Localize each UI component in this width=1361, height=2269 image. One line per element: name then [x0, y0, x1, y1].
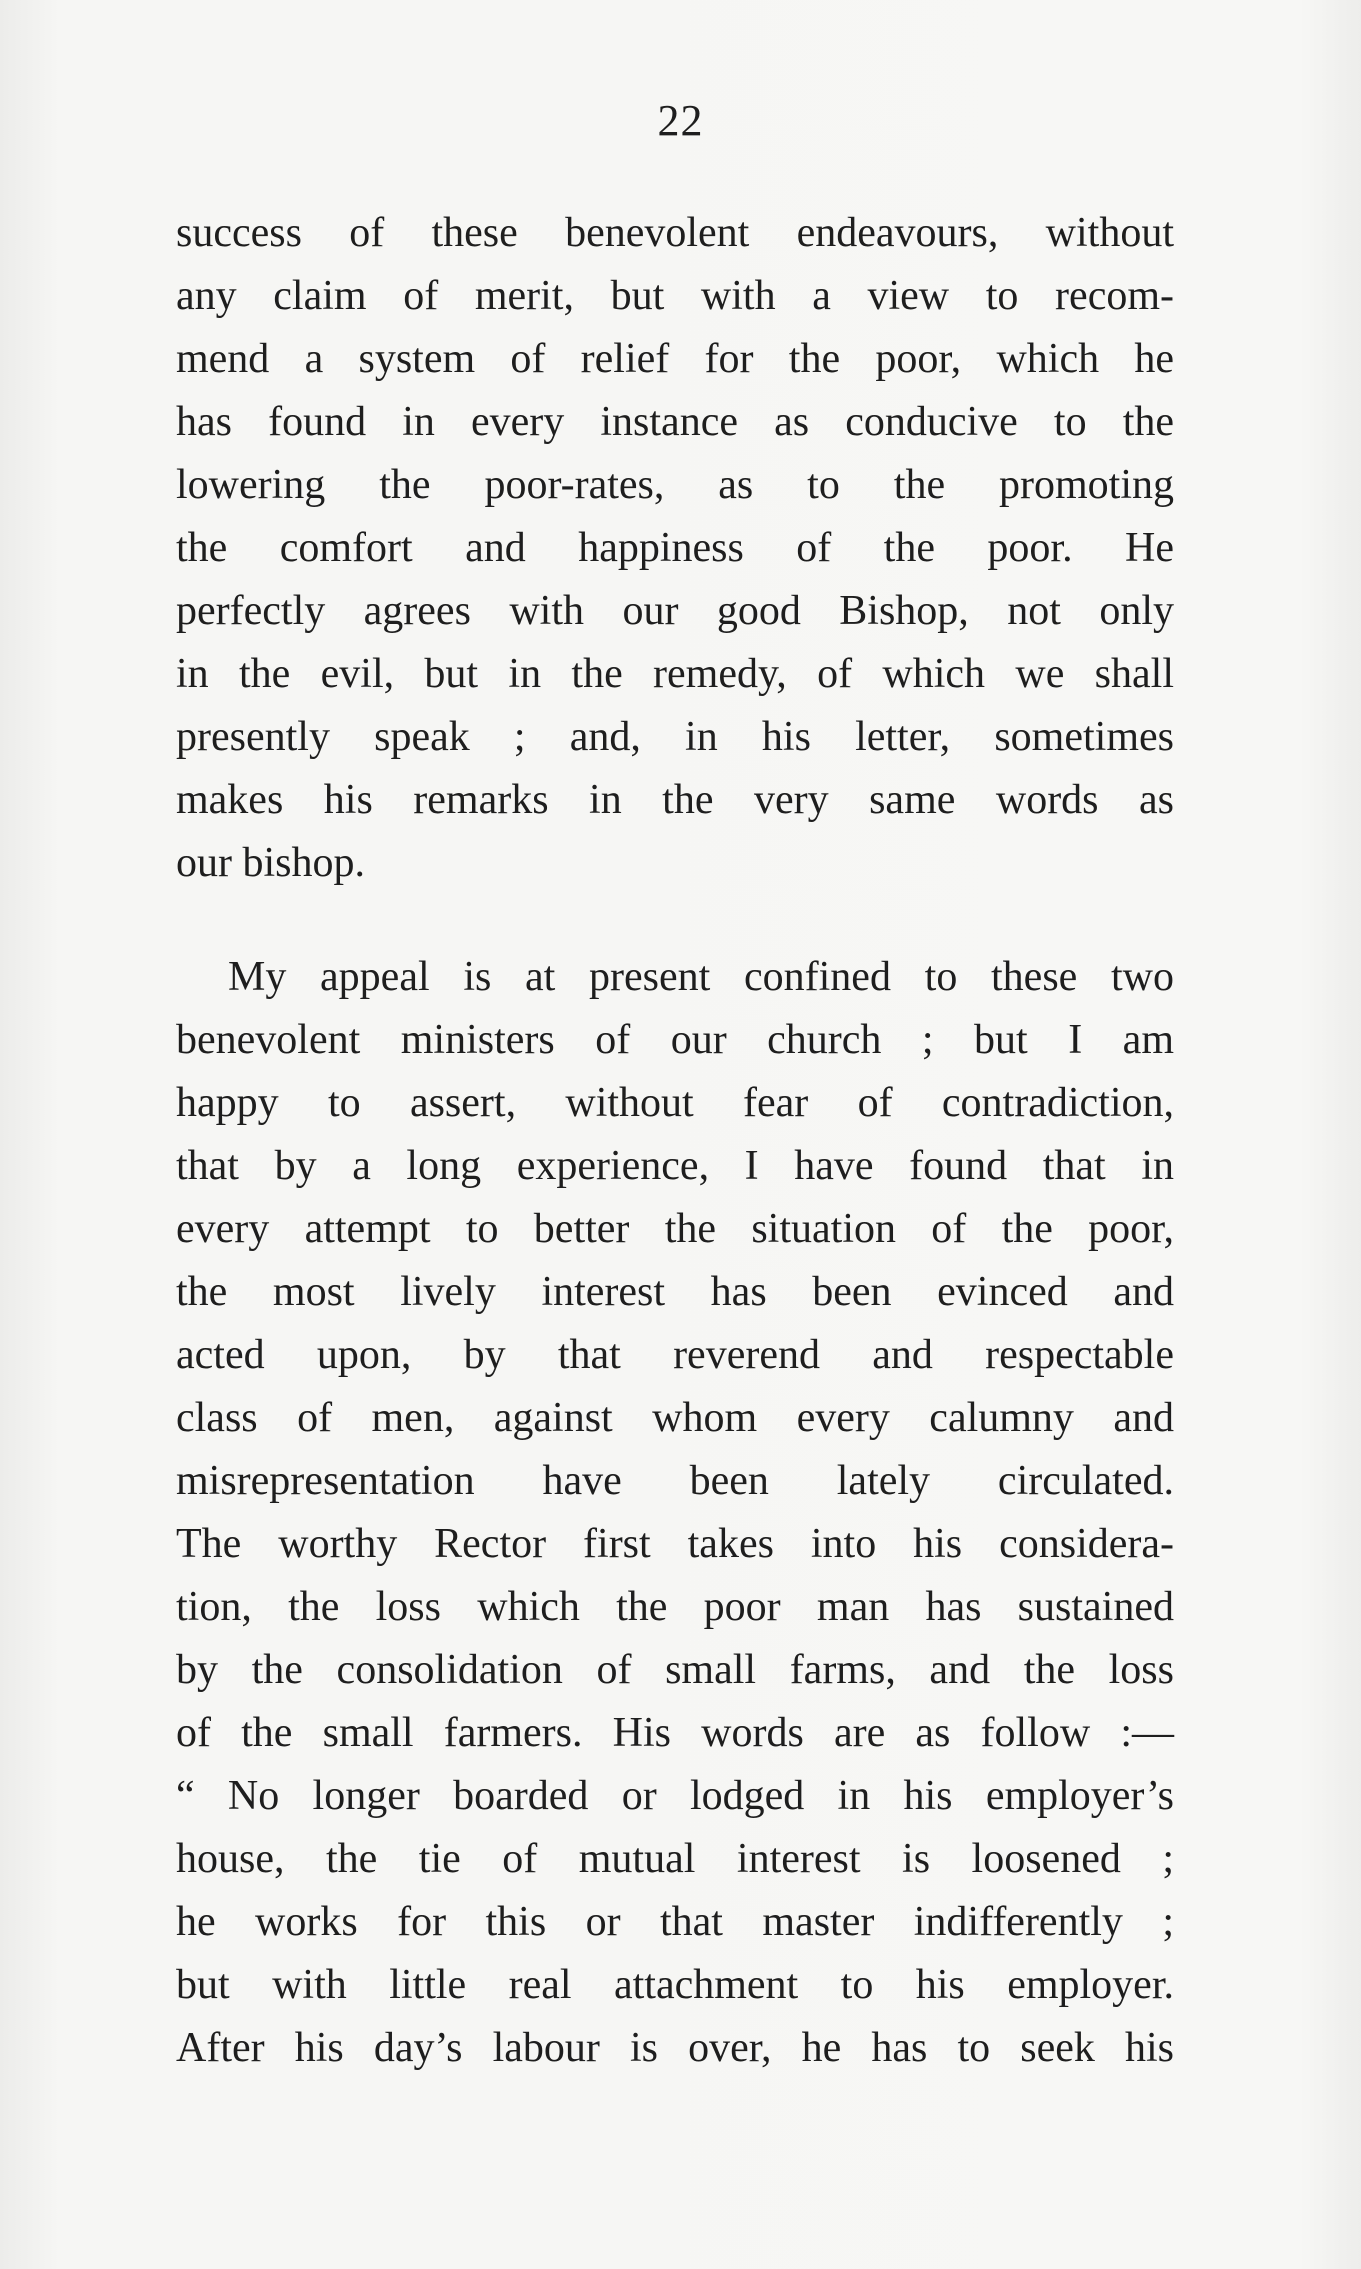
text-line: tion, the loss which the poor man has sustained	[176, 1584, 1174, 1630]
text-line: benevolent ministers of our church ; but I am	[176, 1017, 1174, 1063]
text-line: any claim of merit, but with a view to recom-	[176, 273, 1174, 319]
text-line: the most lively interest has been evinced and	[176, 1269, 1174, 1315]
text-line: acted upon, by that reverend and respectable	[176, 1332, 1174, 1378]
text-line: happy to assert, without fear of contradiction,	[176, 1080, 1174, 1126]
text-line: presently speak ; and, in his letter, sometimes	[176, 714, 1174, 760]
text-line: has found in every instance as conducive to the	[176, 399, 1174, 445]
page-number: 22	[657, 96, 704, 145]
text-line: My appeal is at present confined to these two	[228, 954, 1174, 1000]
text-line: the comfort and happiness of the poor. He	[176, 525, 1174, 571]
text-line: in the evil, but in the remedy, of which we shall	[176, 651, 1174, 697]
text-line: “ No longer boarded or lodged in his employer’s	[176, 1773, 1174, 1819]
text-line: success of these benevolent endeavours, without	[176, 210, 1174, 256]
paragraph-1	[176, 202, 1174, 895]
text-line: that by a long experience, I have found that in	[176, 1143, 1174, 1189]
text-line: every attempt to better the situation of the poor,	[176, 1206, 1174, 1252]
text-line: class of men, against whom every calumny and	[176, 1395, 1174, 1441]
text-line: makes his remarks in the very same words as	[176, 777, 1174, 823]
paragraph-2	[176, 946, 1174, 2080]
text-line: by the consolidation of small farms, and the loss	[176, 1647, 1174, 1693]
body-text	[176, 202, 1174, 2080]
text-line: our bishop.	[176, 840, 365, 886]
text-line: mend a system of relief for the poor, which he	[176, 336, 1174, 382]
text-line: but with little real attachment to his employer.	[176, 1962, 1174, 2008]
text-line: misrepresentation have been lately circulated.	[176, 1458, 1174, 1504]
text-line: The worthy Rector first takes into his considera-	[176, 1521, 1174, 1567]
text-line: he works for this or that master indifferently ;	[176, 1899, 1174, 1945]
text-line: of the small farmers. His words are as follow :—	[176, 1710, 1174, 1756]
text-line: lowering the poor-rates, as to the promoting	[176, 462, 1174, 508]
text-line: perfectly agrees with our good Bishop, not only	[176, 588, 1174, 634]
paragraph-spacer	[176, 895, 1174, 946]
text-line: house, the tie of mutual interest is loosened ;	[176, 1836, 1174, 1882]
text-line: After his day’s labour is over, he has to seek his	[176, 2025, 1174, 2071]
